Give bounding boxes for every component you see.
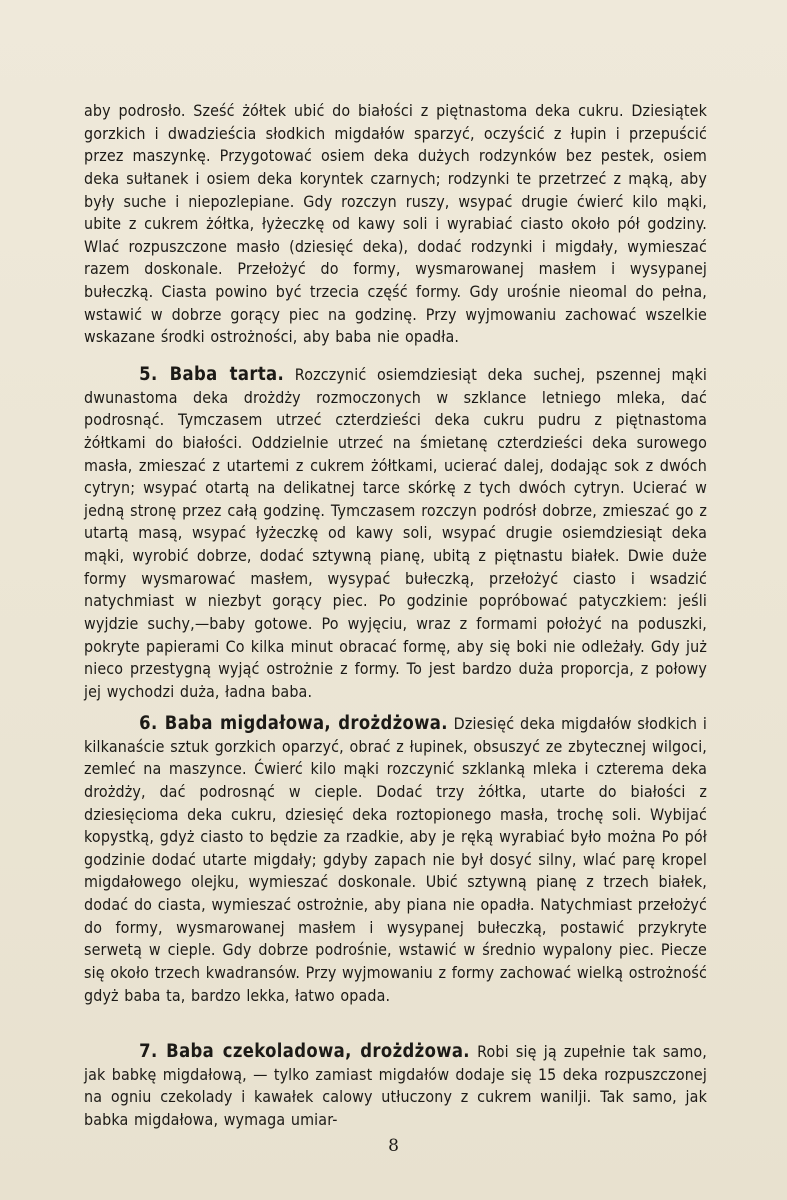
recipe-6-body: Dziesięć deka migdałów słodkich i kilkanaście sztuk gorzkich oparzyć, obrać z łupinek, obsuszyć ze zbytecznej wilgoci, zemleć na maszynce. Ćwierć kilo mąki rozczynić szklanką mleka i czterema deka drożdży, dać podrosnąć w cieple. Dodać trzy żółtka, utarte do białości z dziesięcioma deka cukru, dziesięć deka roztopionego masła, trochę soli. Wybijać kopystką, gdyż ciasto to będzie za rzadkie, aby je ręką wyrabiać było można Po pół godzinie dodać utarte migdały; gdyby zapach nie był dosyć silny, wlać parę kropel migdałowego olejku, wymieszać doskonale. Ubić sztywną pianę z trzech białek, dodać do ciasta, wymieszać ostrożnie, aby piana nie opadła. Natychmiast przełożyć do formy, wysmarowanej masłem i wysypanej bułeczką, postawić przykryte serwetą w cieple. Gdy dobrze podrośnie, wstawić w średnio wypalony piec. Piecze się około trzech kwadransów. Przy wyjmowaniu z formy zachować wielką ostrożność gdyż baba ta, bardzo lekka, łatwo opada. [84, 714, 707, 1005]
recipe-5 [84, 364, 707, 703]
recipe-6-heading: 6. Baba migdałowa, drożdżowa. [139, 713, 448, 734]
continued-paragraph [84, 100, 707, 349]
paragraph-text: aby podrosło. Sześć żółtek ubić do białości z piętnastoma deka cukru. Dziesiątek gorzkich i dwadzieścia słodkich migdałów sparzyć, oczyścić z łupin i przepuścić przez maszynkę. Przygotować osiem deka dużych rodzynków bez pestek, osiem deka sułtanek i osiem deka koryntek czarnych; rodzynki te przetrzeć z mąką, aby były suche i niepozlepiane. Gdy rozczyn ruszy, wsypać drugie ćwierć kilo mąki, ubite z cukrem żółtka, łyżeczkę od kawy soli i wyrabiać ciasto około pół godziny. Wlać rozpuszczone masło (dziesięć deka), dodać rodzynki i migdały, wymieszać razem doskonale. Przełożyć do formy, wysmarowanej masłem i wysypanej bułeczką. Ciasta powino być trzecia część formy. Gdy urośnie nieomal do pełna, wstawić w dobrze gorący piec na godzinę. Przy wyjmowaniu zachować wszelkie wskazane środki ostrożności, aby baba nie opadła. [84, 101, 707, 347]
recipe-6 [84, 713, 707, 1007]
recipe-5-body: Rozczynić osiemdziesiąt deka suchej, pszennej mąki dwunastoma deka drożdży rozmoczonych w szklance letniego mleka, dać podrosnąć. Tymczasem utrzeć czterdzieści deka cukru pudru z piętnastoma żółtkami do białości. Oddzielnie utrzeć na śmietanę czterdzieści deka surowego masła, zmieszać z utartemi z cukrem żółtkami, ucierać dalej, dodając sok z dwóch cytryn; wsypać otartą na delikatnej tarce skórkę z tych dwóch cytryn. Ucierać w jedną stronę przez całą godzinę. Tymczasem rozczyn podrósł dobrze, zmieszać go z utartą masą, wsypać łyżeczkę od kawy soli, wsypać drugie osiemdziesiąt deka mąki, wyrobić dobrze, dodać sztywną pianę, ubitą z piętnastu białek. Dwie duże formy wysmarować masłem, wysypać bułeczką, przełożyć ciasto i wsadzić natychmiast w niezbyt gorący piec. Po godzinie popróbować patyczkiem: jeśli wyjdzie suchy,—baby gotowe. Po wyjęciu, wraz z formami położyć na poduszki, pokryte papierami Co kilka minut obracać formę, aby się boki nie odleżały. Gdy już nieco przestygną wyjąć ostrożnie z formy. To jest bardzo duża proporcja, z połowy jej wychodzi duża, ładna baba. [84, 365, 707, 701]
recipe-7-heading: 7. Baba czekoladowa, drożdżowa. [139, 1041, 470, 1062]
recipe-7-body: Robi się ją zupełnie tak samo, jak babkę migdałową, — tylko zamiast migdałów dodaje się 15 deka rozpuszczonej na ogniu czekolady i kawałek calowy utłuczony z cukrem wanilji. Tak samo, jak babka migdałowa, wymaga umiar- [84, 1042, 707, 1129]
page-number: 8 [388, 1136, 399, 1156]
recipe-5-heading: 5. Baba tarta. [139, 364, 285, 385]
recipe-7 [84, 1041, 707, 1132]
